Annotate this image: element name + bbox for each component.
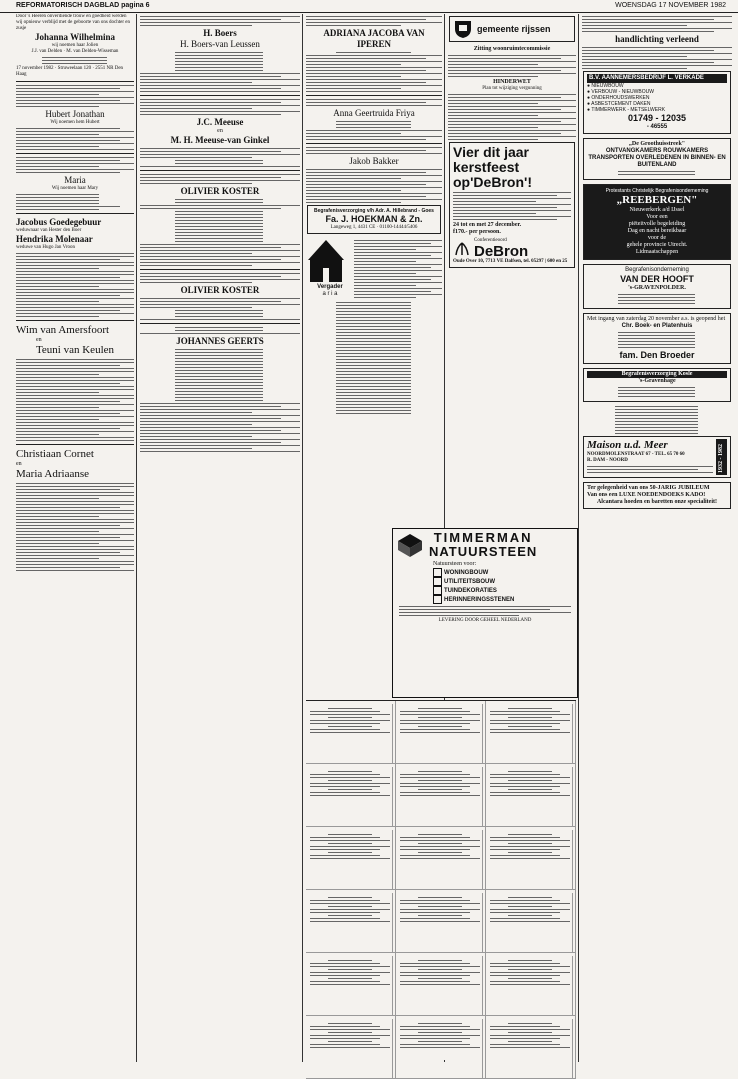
ad-gemeente-rijssen	[449, 16, 575, 42]
wedding-en: en	[16, 461, 22, 467]
ad-kosle	[583, 368, 731, 402]
ad-vanderhooft	[583, 264, 731, 309]
fountain-icon	[453, 241, 471, 257]
birth-name: Hubert Jonathan	[45, 109, 105, 119]
anniversary-name-2: M. H. Meeuse-van Ginkel	[170, 135, 270, 145]
municipality-crest-icon	[453, 19, 473, 39]
church-cell	[486, 827, 576, 890]
verkade-item: ● TIMMERWERK - METSELWERK	[587, 107, 666, 113]
church-grid	[306, 700, 576, 1079]
condolence-subtitle: weduwe van Hugo Jan Vroon	[16, 245, 76, 250]
ad-boekhuis	[583, 313, 731, 364]
birth-parents: J.J. van Delden · M. van Delden-Wisseman	[31, 49, 119, 54]
obituary-name: OLIVIER KOSTER	[180, 186, 260, 196]
maison-city: R. DAM - NOORD	[587, 458, 628, 463]
obituary-name: ADRIANA JACOBA VAN IPEREN	[323, 28, 425, 49]
reeb-name: „REEBERGEN"	[616, 194, 698, 206]
wedding-bride: Maria Adriaanse	[16, 468, 89, 480]
verkade-item: ● ASBESTCEMENT DAKEN	[587, 101, 651, 107]
verkade-item: ● VERBOUW - NIEUWBOUW	[587, 89, 654, 95]
tim-item: HERINNERINGSSTENEN	[433, 595, 577, 604]
checkbox-icon	[433, 577, 442, 586]
ad-hoekman-phone: Langeweg 1, 4431 CE · 01100-14444/5406	[330, 225, 418, 230]
church-cell	[306, 827, 396, 890]
boek-name: Chr. Boek- en Platenhuis	[621, 323, 693, 329]
church-cell	[306, 701, 396, 764]
church-cell	[396, 827, 486, 890]
ad-maison	[583, 436, 731, 478]
church-cell	[396, 1016, 486, 1079]
obituary-name: Anna Geertruida Friya	[333, 108, 415, 118]
column-rule	[302, 14, 303, 1062]
tim-brand-2: NATUURSTEEN	[429, 544, 538, 559]
birth-subtitle: Wij noemen haar Mary	[51, 186, 99, 191]
kerst-line-2: kerstfeest	[453, 159, 520, 175]
ad-hoekman	[307, 205, 441, 234]
church-cell	[396, 764, 486, 827]
verkade-item: ● ONDERHOUDSWERKEN	[587, 95, 650, 101]
birth-subtitle: Wij noemen hem Hubert	[50, 120, 100, 125]
groot-sub: ONTVANGKAMERS ROUWKAMERS TRANSPORTEN OVERLEDENEN IN BINNEN- EN BUITENLAND	[588, 148, 726, 168]
church-cell	[396, 701, 486, 764]
ad-vergader-title: Vergader	[317, 284, 343, 290]
church-cell	[306, 1016, 396, 1079]
anniversary-name-2: H. Boers-van Leussen	[180, 39, 260, 49]
condolence-name: Jacobus Goedegebuur	[16, 217, 102, 227]
church-cell	[396, 953, 486, 1016]
tim-item: TUINDEKORATIES	[433, 586, 577, 595]
verkade-phone-2: - 46555	[646, 124, 668, 130]
jubilee-luxe: Van ons een LUXE NOEDENDOEKS KADO!	[587, 492, 706, 498]
newspaper-header	[0, 0, 738, 13]
condolence-subtitle: weduwnaar van Hester den Boer	[16, 228, 82, 233]
column-2	[140, 14, 300, 1062]
ad-jubilee	[583, 482, 731, 509]
vdh-city: 's-GRAVENPOLDER.	[628, 285, 686, 291]
wedding-bride: Teuni van Keulen	[35, 344, 115, 356]
jubilee-tail: Alcantara hoeden en baretten onze specialiteit!	[596, 499, 718, 505]
reeb-line: gehele provincie Utrecht.	[626, 242, 688, 248]
church-icon	[306, 238, 346, 284]
anniversary-en: en	[217, 128, 223, 134]
ad-vergader-sub: a r i a	[322, 291, 338, 297]
ad-vergader-block	[306, 238, 442, 300]
boek-broeder: fam. Den Broeder	[619, 350, 695, 360]
church-directory	[306, 700, 576, 1060]
church-cell	[306, 953, 396, 1016]
column-rule	[578, 14, 579, 1062]
obituary-name: OLIVIER KOSTER	[180, 285, 260, 295]
tim-intro: Natuursteen voor:	[433, 561, 477, 567]
ad-timmerman	[392, 528, 578, 698]
kerst-line-3: op'DeBron'!	[453, 174, 532, 190]
kosle-city: 's-Gravenhage	[638, 378, 676, 384]
groot-title: „De Groothuisstreek"	[628, 141, 686, 147]
verkade-list	[587, 83, 727, 113]
church-cell	[486, 953, 576, 1016]
header-right: WOENSDAG 17 NOVEMBER 1982	[615, 2, 726, 9]
church-cell	[486, 1016, 576, 1079]
stone-block-icon	[395, 531, 425, 559]
tim-item: UTILITEITSBOUW	[433, 577, 577, 586]
kerst-price: f170.- per persoon.	[453, 229, 501, 235]
church-cell	[306, 764, 396, 827]
handlichting-title: handlichting verleend	[615, 34, 699, 44]
ad-hoekman-name: Fa. J. HOEKMAN & Zn.	[325, 214, 423, 224]
reeb-line: Lidmaatschappen	[635, 249, 679, 255]
obituary-name: Jakob Bakker	[349, 156, 399, 166]
kerst-line-1: Vier dit jaar	[453, 144, 530, 160]
tim-footer: LEVERING DOOR GEHEEL NEDERLAND	[438, 618, 532, 624]
vdh-name: VAN DER HOOFT	[620, 274, 694, 284]
anniversary-name: J.C. Meeuse	[196, 117, 244, 127]
jubilee-head: Ter gelegenheid van ons 50-JARIG JUBILEUM	[587, 485, 710, 491]
reeb-city: Nieuwerkerk a/d IJssel	[629, 207, 685, 213]
checkbox-icon	[433, 568, 442, 577]
anniversary-name: H. Boers	[203, 28, 237, 38]
tim-list	[393, 568, 577, 604]
kosle-title: Begrafenisverzorging Kosle	[587, 371, 727, 378]
birth-date: 17 november 1982 · Struweelaan 120 · 2551 NR Den Haag	[16, 66, 124, 77]
maison-sub: NOORDMOLENSTRAAT 67 - TEL. 65 70 60	[587, 452, 685, 457]
wedding-groom: Wim van Amersfoort	[16, 324, 110, 336]
church-cell	[486, 890, 576, 953]
maison-brand: Maison u.d. Meer	[587, 439, 668, 451]
ad-verkade	[583, 71, 731, 134]
condolence-name: Hendrika Molenaar	[16, 234, 93, 244]
birth-name: Johanna Wilhelmina	[35, 32, 115, 42]
column-rule	[136, 14, 137, 1062]
verkade-phone: 01749 - 12035	[627, 113, 687, 123]
ad-gemeente-sub: Zitting woonruimtecommissie	[473, 46, 551, 52]
birth-name: Maria	[64, 175, 86, 185]
ad-groothuisstreek	[583, 138, 731, 180]
ad-reebergen	[583, 184, 731, 260]
header-left: REFORMATORISCH DAGBLAD pagina 6	[16, 2, 150, 9]
verkade-brand: B.V. AANNEMERSBEDRIJF L. VERKADE	[587, 74, 727, 83]
tim-item: WONINGBOUW	[433, 568, 577, 577]
checkbox-icon	[433, 595, 442, 604]
church-cell	[486, 701, 576, 764]
church-cell	[306, 890, 396, 953]
reeb-line: piëteitvolle begeleiding	[628, 221, 686, 227]
ad-gemeente-title: gemeente rijssen	[477, 23, 551, 34]
debron-brand: DeBron	[474, 243, 529, 260]
vdh-top: Begrafenisonderneming	[625, 267, 689, 273]
wedding-groom: Christiaan Cornet	[16, 448, 94, 460]
ad-hoekman-sub: Begrafenisverzorging v/h Adr. A. Hillebrand - Goes	[314, 208, 434, 214]
reeb-top: Protestants Christelijk Begrafenisonderneming	[605, 188, 709, 194]
debron-address: Oude Over 10, 7713 VE Dalfsen, tel. 05297 | 600 en 25	[453, 259, 568, 264]
debron-pre: Conferentieoord	[474, 238, 507, 243]
hinderwet-sub: Plan tot wijziging vergunning	[482, 86, 542, 91]
kerst-date: 24 tot en met 27 december.	[453, 222, 522, 228]
boek-intro: Met ingang van zaterdag 20 november a.s. is geopend het	[587, 316, 726, 322]
obituary-name: JOHANNES GEERTS	[176, 336, 264, 346]
church-cell	[486, 764, 576, 827]
ad-kerstfeest	[449, 142, 575, 268]
column-5	[582, 14, 732, 1062]
birth-intro: Door 's Heeren onverdiende trouw en goedheid werden wij opnieuw verblijd met de geboorte van ons dochter en zusje	[16, 14, 130, 31]
church-cell	[396, 890, 486, 953]
tim-brand: TIMMERMAN	[433, 530, 533, 545]
verkade-item: ● NIEUWBOUW	[587, 83, 624, 89]
wedding-en: en	[36, 337, 42, 343]
reeb-line: voor de	[647, 235, 667, 241]
reeb-line: Dag en nacht bereikbaar	[627, 228, 687, 234]
hinderwet-title: HINDERWET	[493, 79, 531, 85]
reeb-line: Voor een	[646, 214, 668, 220]
ad-vergader-logo	[306, 238, 354, 300]
birth-subtitle: wij noemen haar Jolien	[51, 43, 99, 48]
checkbox-icon	[433, 586, 442, 595]
maison-stamp: 1932 - 1982	[716, 439, 727, 475]
column-1	[16, 14, 134, 1062]
